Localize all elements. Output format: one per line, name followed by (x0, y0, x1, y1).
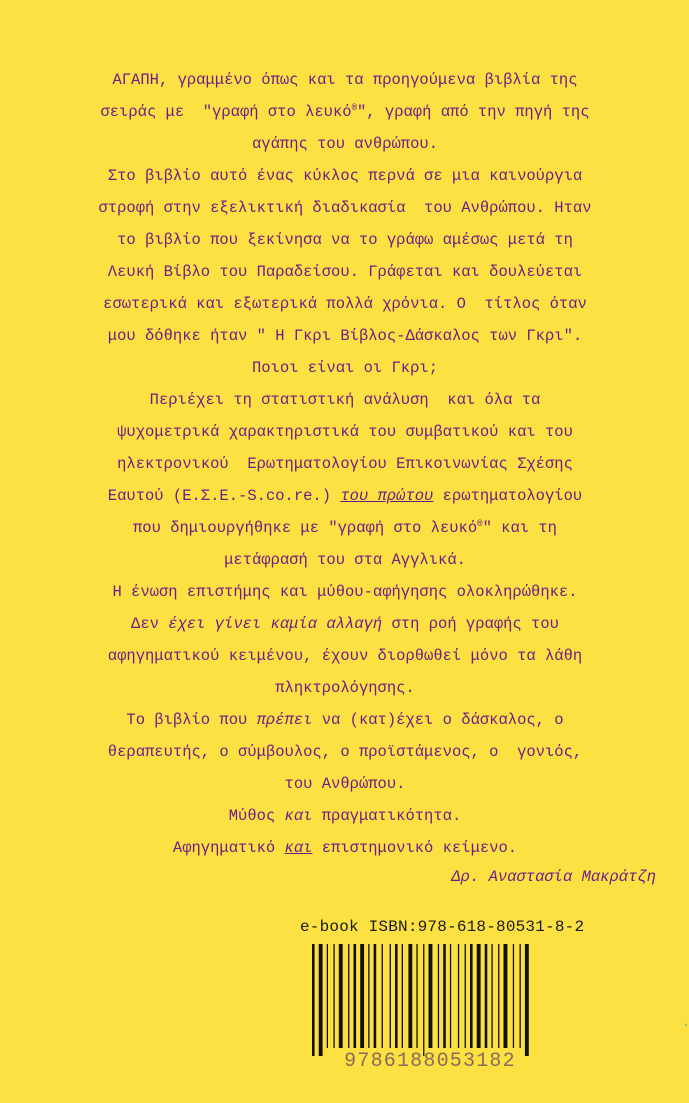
barcode-bar (504, 944, 508, 1048)
body-line (30, 518, 660, 538)
barcode-bar (485, 944, 488, 1048)
text-span: αφηγηματικού κειμένου, έχουν διορθωθεί μόνο τα λάθη (107, 647, 583, 665)
isbn-line: e-book ISBN:978-618-80531-8-2 (300, 918, 585, 936)
barcode-bar (327, 944, 328, 1048)
barcode-bar (348, 944, 349, 1048)
barcode-bar (498, 944, 499, 1048)
body-line (30, 582, 660, 602)
barcode-bar (458, 944, 459, 1048)
text-span: " και τη (482, 519, 557, 537)
body-line (30, 646, 660, 666)
text-span: Στο βιβλίο αυτό ένας κύκλος περνά σε μια καινούργια (107, 167, 583, 185)
body-line (30, 806, 660, 826)
text-span: Δεν (131, 615, 169, 633)
text-span: επιστημονικό κείμενο. (312, 839, 518, 857)
text-span: σειράς με "γραφή στο λευκό (100, 103, 352, 121)
text-span: πραγματικότητα. (312, 807, 462, 825)
body-line (30, 454, 660, 474)
text-span: μου δόθηκε ήταν " Η Γκρι Βίβλος-Δάσκαλος των Γκρι". (107, 327, 583, 345)
text-span: Ποιοι είναι οι Γκρι; (251, 359, 439, 377)
text-span: στροφή στην εξελικτική διαδικασία του Ανθρώπου. Ηταν (98, 199, 592, 217)
barcode-bar (360, 944, 364, 1048)
text-span: ηλεκτρονικού Ερωτηματολογίου Επικοινωνίας Σχέσης (117, 455, 573, 473)
text-span: που δημιουργήθηκε με "γραφή στο λευκό (133, 519, 478, 537)
text-span: Λευκή Βίβλο του Παραδείσου. Γράφεται και δουλεύεται (107, 263, 583, 281)
body-line (30, 774, 660, 794)
barcode-bar (408, 944, 412, 1048)
barcode-bar (395, 944, 398, 1048)
barcode-bar (312, 944, 315, 1056)
text-span: Περιέχει τη στατιστική ανάλυση και όλα τα (149, 391, 541, 409)
edge-mark: ◦ (683, 1021, 689, 1032)
barcode-bar (374, 944, 377, 1048)
body-line (30, 710, 660, 730)
barcode-bar (402, 944, 403, 1048)
body-line (30, 294, 660, 314)
emphasis-text: και (284, 807, 313, 825)
barcode-bar (443, 944, 446, 1048)
body-line (30, 550, 660, 570)
text-span: θεραπευτής, ο σύμβουλος, ο προϊστάμενος, ο γονιός, (107, 743, 583, 761)
barcode-bar (333, 944, 334, 1048)
text-span: στη ροή γραφής του (382, 615, 559, 633)
text-span: αγάπης του ανθρώπου. (251, 135, 439, 153)
registered-mark: ® (477, 518, 483, 529)
barcode-bar (416, 944, 417, 1048)
barcode-bar (450, 944, 451, 1048)
text-span: ψυχομετρικά χαρακτηριστικά του συμβατικού και του (117, 423, 573, 441)
barcode-bar (390, 944, 391, 1048)
barcode-bar (319, 944, 323, 1056)
barcode-bar (465, 944, 466, 1048)
barcode-bar (423, 944, 424, 1056)
author-signature: Δρ. Αναστασία Μακράτζη (451, 868, 656, 886)
body-line (30, 422, 660, 442)
body-line (30, 230, 660, 250)
body-line (30, 198, 660, 218)
body-line (30, 614, 660, 634)
body-line (30, 838, 660, 858)
text-span: Το βιβλίο που (126, 711, 257, 729)
barcode-bar (368, 944, 369, 1048)
body-line (30, 262, 660, 282)
barcode-bars (310, 944, 550, 1056)
body-line (30, 358, 660, 378)
emphasis-text: και (284, 839, 313, 857)
barcode-bar (429, 944, 433, 1048)
emphasis-text: πρέπει (256, 711, 313, 729)
registered-mark: ® (351, 102, 357, 113)
barcode-bar (354, 944, 357, 1048)
barcode-bar (513, 944, 514, 1048)
body-line (30, 326, 660, 346)
text-span: εσωτερικά και εξωτερικά πολλά χρόνια. Ο τίτλος όταν (103, 295, 587, 313)
text-span: να (κατ)έχει ο δάσκαλος, ο (312, 711, 564, 729)
body-line (30, 742, 660, 762)
body-line (30, 390, 660, 410)
text-span: μετάφρασή του στα Αγγλικά. (224, 551, 466, 569)
emphasis-text: του πρώτου (340, 487, 434, 505)
barcode-bar (491, 944, 492, 1048)
barcode-bar (438, 944, 439, 1048)
body-line (30, 70, 660, 90)
barcode-bar (525, 944, 529, 1056)
text-span: Εαυτού (Ε.Σ.Ε.-S.co.re.) (107, 487, 341, 505)
body-line (30, 166, 660, 186)
text-span: πληκτρολόγησης. (275, 679, 415, 697)
text-span: του Ανθρώπου. (284, 775, 406, 793)
text-span: το βιβλίο που ξεκίνησα να το γράφω αμέσως μετά τη (117, 231, 573, 249)
body-line (30, 102, 660, 122)
emphasis-text: έχει γίνει καμία αλλαγή (168, 615, 383, 633)
text-span: ΑΓΑΠΗ, γραμμένο όπως και τα προηγούμενα βιβλία της (112, 71, 578, 89)
text-span: Μύθος (228, 807, 285, 825)
body-line (30, 134, 660, 154)
barcode-bar (382, 944, 383, 1048)
text-span: Αφηγηματικό (172, 839, 285, 857)
barcode-bar (339, 944, 343, 1048)
text-span: ερωτηματολογίου (433, 487, 583, 505)
body-line (30, 678, 660, 698)
body-line (30, 486, 660, 506)
barcode-bar (470, 944, 473, 1048)
barcode-digits: 9786188053182 (344, 1050, 516, 1073)
text-span: Η ένωση επιστήμης και μύθου-αφήγησης ολοκληρώθηκε. (112, 583, 578, 601)
barcode-bar (477, 944, 481, 1048)
text-span: ", γραφή από την πηγή της (357, 103, 590, 121)
barcode (310, 944, 550, 1074)
barcode-bar (520, 944, 521, 1048)
